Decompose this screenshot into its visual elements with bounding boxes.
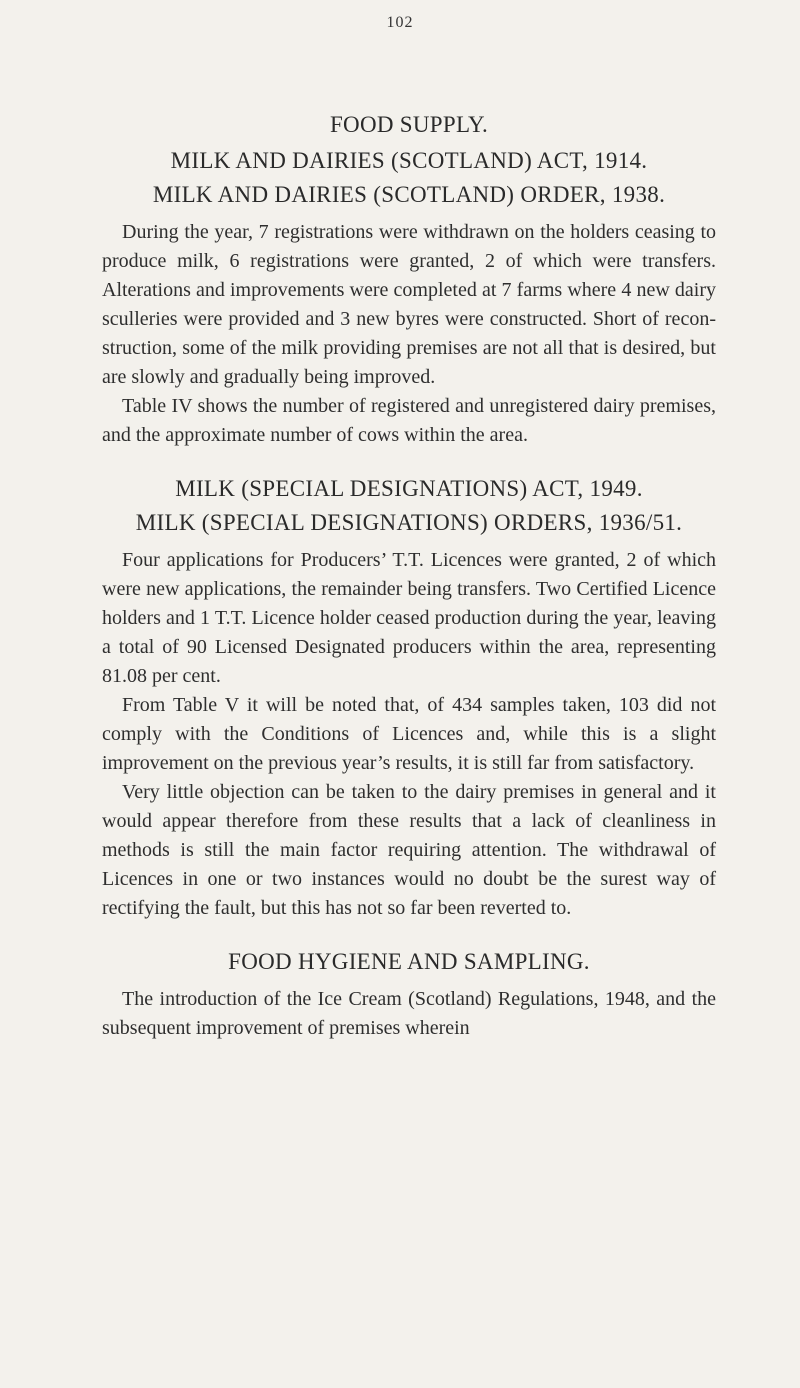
heading-milk-dairies-act: MILK AND DAIRIES (SCOTLAND) ACT, 1914. xyxy=(170,148,648,173)
page-number: 102 xyxy=(386,14,414,31)
heading-special-designations-orders: MILK (SPECIAL DESIGNATIONS) ORDERS, 1936/51. xyxy=(135,510,683,535)
heading-milk-dairies-order: MILK AND DAIRIES (SCOTLAND) ORDER, 1938. xyxy=(152,182,666,207)
paragraph-ice-cream: The introduction of the Ice Cream (Scotland) Regulations, 1948, and the subsequent improvement of premises wherein xyxy=(102,988,716,1039)
section-milk-dairies xyxy=(102,108,716,450)
heading-special-designations-act: MILK (SPECIAL DESIGNATIONS) ACT, 1949. xyxy=(175,476,643,501)
paragraph-table-v: From Table V it will be noted that, of 434 samples taken, 103 did not comply with the Conditions of Licences and, while this is a slight improvement on the previous year’s results, it is still far from satisfactory. xyxy=(102,694,716,774)
section-food-hygiene xyxy=(102,945,716,1043)
paragraph-cleanliness: Very little objection can be taken to the dairy premises in general and it would appear therefore from these results that a lack of cleanliness in methods is still the main factor requiring attention. The withdrawal of Licences in one or two instances would no doubt be the surest way of rectifying the fault, but this has not so far been reverted to. xyxy=(102,781,716,919)
heading-food-hygiene: FOOD HYGIENE AND SAMPLING. xyxy=(228,949,590,974)
section-special-designations xyxy=(102,472,716,923)
paragraph-registrations: During the year, 7 registrations were withdrawn on the holders ceasing to produce milk, 6 registrations were granted, 2 of which were transfers. Alterations and improvements were completed at 7 farms where 4 new dairy sculleries were provided and 3 new byres were constructed. Short of reconstruction, some of the milk providing premises are not all that is desired, but are slowly and gradually being improved. xyxy=(102,221,716,388)
paragraph-table-iv: Table IV shows the number of registered and unregistered dairy premises, and the approximate number of cows within the area. xyxy=(102,395,716,446)
page-content xyxy=(102,108,716,1043)
paragraph-licences-granted: Four applications for Producers’ T.T. Licences were granted, 2 of which were new applications, the remainder being transfers. Two Certified Licence holders and 1 T.T. Licence holder ceased production during the year, leaving a total of 90 Licensed Designated producers within the area, representing 81.08 per cent. xyxy=(102,549,716,687)
section-title-food-supply: FOOD SUPPLY. xyxy=(329,112,489,137)
